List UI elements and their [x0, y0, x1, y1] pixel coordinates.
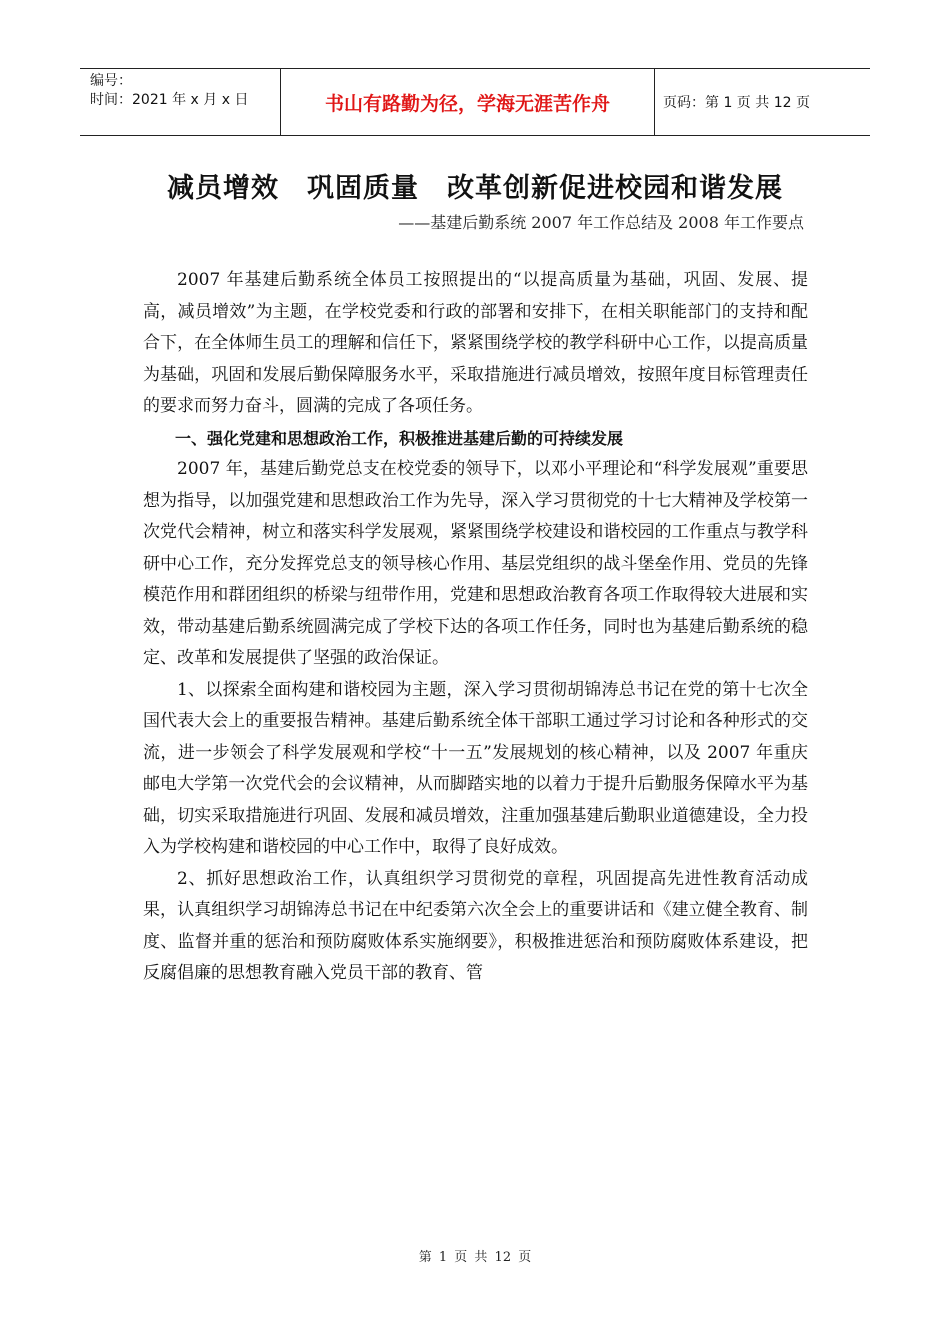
- header-page-cell: [655, 69, 870, 135]
- document-title: 减员增效 巩固质量 改革创新促进校园和谐发展: [167, 173, 783, 204]
- document-subtitle: ——基建后勤系统 2007 年工作总结及 2008 年工作要点: [398, 213, 804, 232]
- header-page-info: 页码：第 1 页 共 12 页: [663, 95, 810, 111]
- section-heading: 一、强化党建和思想政治工作，积极推进基建后勤的可持续发展: [175, 428, 624, 448]
- body-paragraph: 2、抓好思想政治工作，认真组织学习贯彻党的章程，巩固提高先进性教育活动成果，认真组织学习胡锦涛总书记在中纪委第六次全会上的重要讲话和《建立健全教育、制度、监督并重的惩治和预防腐败体系实施纲要》，积极推进惩治和预防腐败体系建设，把反腐倡廉的思想教育融入党员干部的教育、管: [143, 868, 808, 983]
- document-number-label: 编号：: [90, 73, 132, 89]
- header-motto: 书山有路勤为径，学海无涯苦作舟: [324, 92, 610, 115]
- header-motto-cell: [280, 69, 655, 135]
- document-time-label: 时间：2021 年 x 月 x 日: [90, 92, 249, 108]
- header-meta-cell: [80, 69, 280, 135]
- body-paragraph: 1、以探索全面构建和谐校园为主题，深入学习贯彻胡锦涛总书记在党的第十七次全国代表大会上的重要报告精神。基建后勤系统全体干部职工通过学习讨论和各种形式的交流，进一步领会了科学发展观和学校“十一五”发展规划的核心精神，以及 2007 年重庆邮电大学第一次党代会的会议精神，从而脚踏实地的以着力于提升后勤服务保障水平为基础，切实采取措施进行巩固、发展和减员增效，注重加强基建后勤职业道德建设，全力投入为学校构建和谐校园的中心工作中，取得了良好成效。: [143, 679, 808, 857]
- header-table: [80, 68, 870, 136]
- intro-paragraph: 2007 年基建后勤系统全体员工按照提出的“以提高质量为基础，巩固、发展、提高，减员增效”为主题，在学校党委和行政的部署和安排下，在相关职能部门的支持和配合下，在全体师生员工的理解和信任下，紧紧围绕学校的教学科研中心工作，以提高质量为基础，巩固和发展后勤保障服务水平，采取措施进行减员增效，按照年度目标管理责任的要求而努力奋斗，圆满的完成了各项任务。: [143, 270, 808, 416]
- page-footer: 第 1 页 共 12 页: [418, 1250, 532, 1265]
- document-body: [143, 265, 808, 990]
- body-paragraph: 2007 年，基建后勤党总支在校党委的领导下，以邓小平理论和“科学发展观”重要思想为指导，以加强党建和思想政治工作为先导，深入学习贯彻党的十七大精神及学校第一次党代会精神，树立和落实科学发展观，紧紧围绕学校建设和谐校园的工作重点与教学科研中心工作，充分发挥党总支的领导核心作用、基层党组织的战斗堡垒作用、党员的先锋模范作用和群团组织的桥梁与纽带作用，党建和思想政治教育各项工作取得较大进展和实效，带动基建后勤系统圆满完成了学校下达的各项工作任务，同时也为基建后勤系统的稳定、改革和发展提供了坚强的政治保证。: [143, 459, 808, 668]
